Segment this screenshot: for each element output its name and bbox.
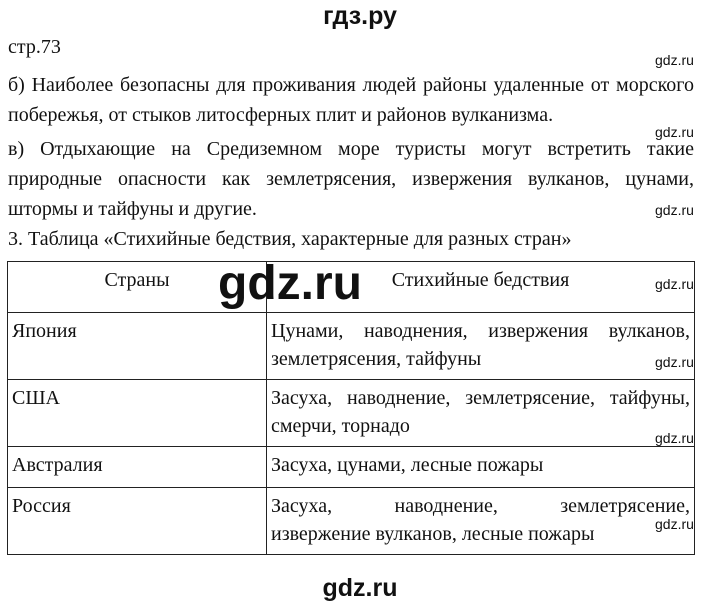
table-row [8,488,695,555]
watermark: gdz.ru [655,430,694,446]
watermark-large: gdz.ru [218,257,362,310]
disasters-cell [267,313,695,380]
watermark: gdz.ru [655,202,694,218]
watermark: gdz.ru [655,354,694,370]
disasters-line: смерчи, торнадо [271,415,410,437]
watermark: gdz.ru [655,276,694,292]
disasters-line: землетрясения, тайфуны [271,348,482,370]
disasters-cell [267,447,695,488]
country-cell: Япония [8,313,267,380]
table-title: 3. Таблица «Стихийные бедствия, характерные для разных стран» [8,228,572,250]
country-cell: США [8,380,267,447]
table-row [8,447,695,488]
watermark: gdz.ru [655,124,694,140]
disasters-cell [267,488,695,555]
disasters-line: Засуха, цунами, лесные пожары [271,454,544,476]
watermark: gdz.ru [655,52,694,68]
disasters-line: Цунами, наводнения, извержения вулканов, [271,320,690,342]
disasters-line: извержение вулканов, лесные пожары [271,523,595,545]
paragraph-b: б) Наиболее безопасны для проживания людей районы удаленные от морского побережья, от стыков литосферных плит и районов вулканизма. [8,74,694,126]
table-row [8,313,695,380]
page-reference: стр.73 [8,36,61,58]
country-cell: Австралия [8,447,267,488]
table-row [8,380,695,447]
disasters-line: Засуха, наводнение, землетрясение, тайфуны, [271,387,690,409]
site-header: гдз.ру [323,2,397,30]
disasters-cell [267,380,695,447]
column-header-disasters: Стихийные бедствия [267,262,695,313]
watermark: gdz.ru [655,516,694,532]
disasters-line: Засуха, наводнение, землетрясение, [271,495,690,517]
paragraph-v: в) Отдыхающие на Средиземном море туристы могут встретить такие природные опасности как землетрясения, извержения вулканов, цунами, штормы и тайфуны и другие. [8,138,694,220]
column-header-countries: Страны [8,262,267,313]
country-cell: Россия [8,488,267,555]
site-footer: gdz.ru [322,574,398,602]
